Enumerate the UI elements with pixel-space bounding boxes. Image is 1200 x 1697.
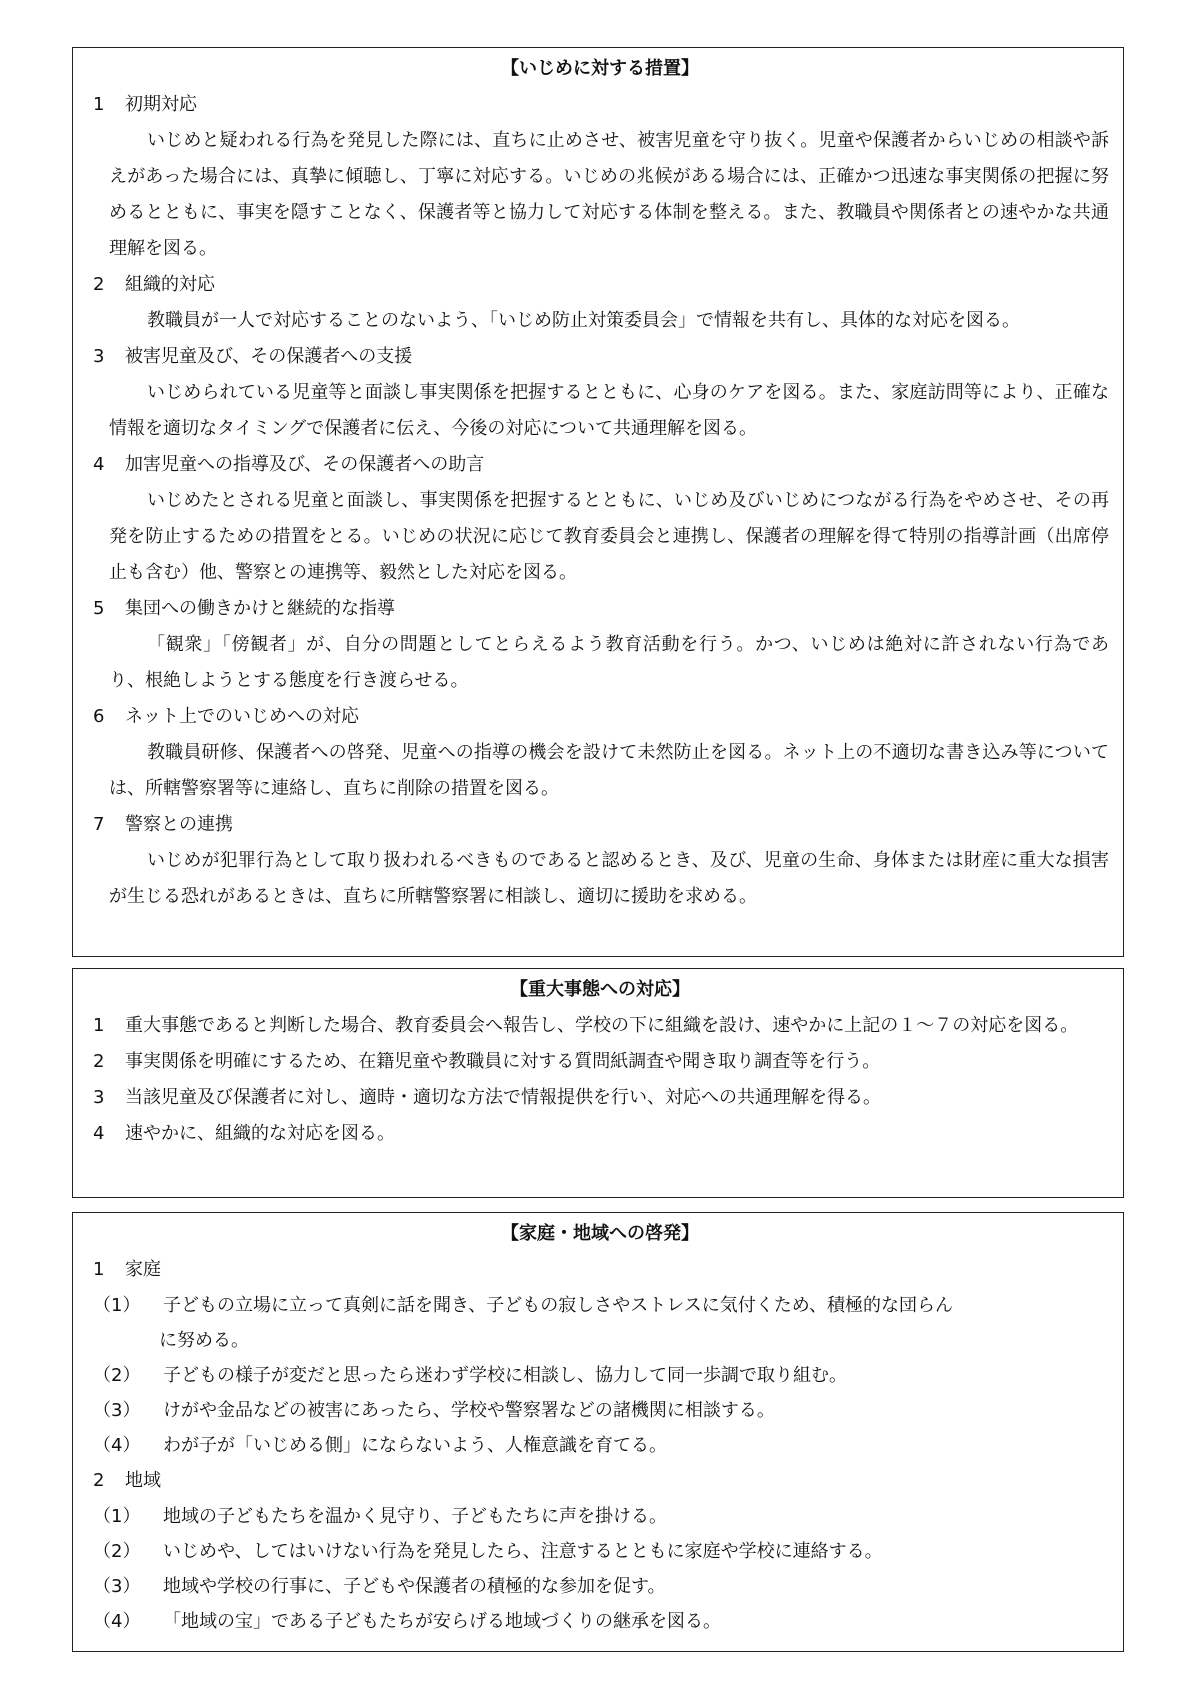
outreach-title: 【家庭・地域への啓発】: [501, 1223, 699, 1244]
home-heading: 1 家庭: [93, 1259, 161, 1280]
community-item: （3） 地域や学校の行事に、子どもや保護者の積極的な参加を促す。: [93, 1576, 666, 1597]
home-item: （4） わが子が「いじめる側」にならないよう、人権意識を育てる。: [93, 1435, 667, 1456]
measure-body: いじめと疑われる行為を発見した際には、直ちに止めさせ、被害児童を守り抜く。児童や保護者からいじめの相談や訴えがあった場合には、真摯に傾聴し、丁寧に対応する。いじめの兆候がある場合には、正確かつ迅速な事実関係の把握に努めるとともに、事実を隠すことなく、保護者等と協力して対応する体制を整える。また、教職員や関係者との速やかな共通理解を図る。: [109, 130, 1109, 259]
community-heading: 2 地域: [93, 1470, 161, 1491]
measure-body: いじめられている児童等と面談し事実関係を把握するとともに、心身のケアを図る。また、家庭訪問等により、正確な情報を適切なタイミングで保護者に伝え、今後の対応について共通理解を図る。: [109, 382, 1109, 439]
outreach-section: [72, 1212, 1124, 1652]
measure-body: 教職員研修、保護者への啓発、児童への指導の機会を設けて未然防止を図る。ネット上の不適切な書き込み等については、所轄警察署等に連絡し、直ちに削除の措置を図る。: [109, 742, 1109, 799]
home-item: （1） 子どもの立場に立って真剣に話を聞き、子どもの寂しさやストレスに気付くため、積極的な団らん: [93, 1295, 954, 1316]
measure-heading: 1 初期対応: [93, 94, 197, 115]
serious-item: 3 当該児童及び保護者に対し、適時・適切な方法で情報提供を行い、対応への共通理解を得る。: [93, 1087, 881, 1108]
measure-heading: 3 被害児童及び、その保護者への支援: [93, 346, 413, 367]
serious-item: 1 重大事態であると判断した場合、教育委員会へ報告し、学校の下に組織を設け、速やかに上記の１～７の対応を図る。: [93, 1015, 1079, 1036]
community-item: （1） 地域の子どもたちを温かく見守り、子どもたちに声を掛ける。: [93, 1506, 667, 1527]
measure-body: 教職員が一人で対応することのないよう、「いじめ防止対策委員会」で情報を共有し、具体的な対応を図る。: [147, 310, 1020, 331]
serious-item: 4 速やかに、組織的な対応を図る。: [93, 1123, 395, 1144]
measure-heading: 2 組織的対応: [93, 274, 215, 295]
serious-item: 2 事実関係を明確にするため、在籍児童や教職員に対する質問紙調査や聞き取り調査等を行う。: [93, 1051, 881, 1072]
measure-heading: 4 加害児童への指導及び、その保護者への助言: [93, 454, 485, 475]
home-item: （2） 子どもの様子が変だと思ったら迷わず学校に相談し、協力して同一歩調で取り組む。: [93, 1365, 847, 1386]
measure-heading: 6 ネット上でのいじめへの対応: [93, 706, 359, 727]
serious-title: 【重大事態への対応】: [510, 979, 690, 1000]
measure-body: 「観衆」「傍観者」が、自分の問題としてとらえるよう教育活動を行う。かつ、いじめは絶対に許されない行為であり、根絶しようとする態度を行き渡らせる。: [109, 634, 1109, 691]
measures-section: [72, 47, 1124, 957]
home-item-continuation: に努める。: [159, 1330, 249, 1351]
community-item: （4） 「地域の宝」である子どもたちが安らげる地域づくりの継承を図る。: [93, 1611, 721, 1632]
measures-title: 【いじめに対する措置】: [501, 58, 699, 79]
measure-body: いじめたとされる児童と面談し、事実関係を把握するとともに、いじめ及びいじめにつながる行為をやめさせ、その再発を防止するための措置をとる。いじめの状況に応じて教育委員会と連携し、保護者の理解を得て特別の指導計画（出席停止も含む）他、警察との連携等、毅然とした対応を図る。: [109, 490, 1109, 583]
home-item: （3） けがや金品などの被害にあったら、学校や警察署などの諸機関に相談する。: [93, 1400, 775, 1421]
community-item: （2） いじめや、してはいけない行為を発見したら、注意するとともに家庭や学校に連絡する。: [93, 1541, 883, 1562]
measure-body: いじめが犯罪行為として取り扱われるべきものであると認めるとき、及び、児童の生命、身体または財産に重大な損害が生じる恐れがあるときは、直ちに所轄警察署に相談し、適切に援助を求める。: [109, 850, 1109, 907]
serious-section: [72, 968, 1124, 1198]
measure-heading: 7 警察との連携: [93, 814, 233, 835]
measure-heading: 5 集団への働きかけと継続的な指導: [93, 598, 395, 619]
